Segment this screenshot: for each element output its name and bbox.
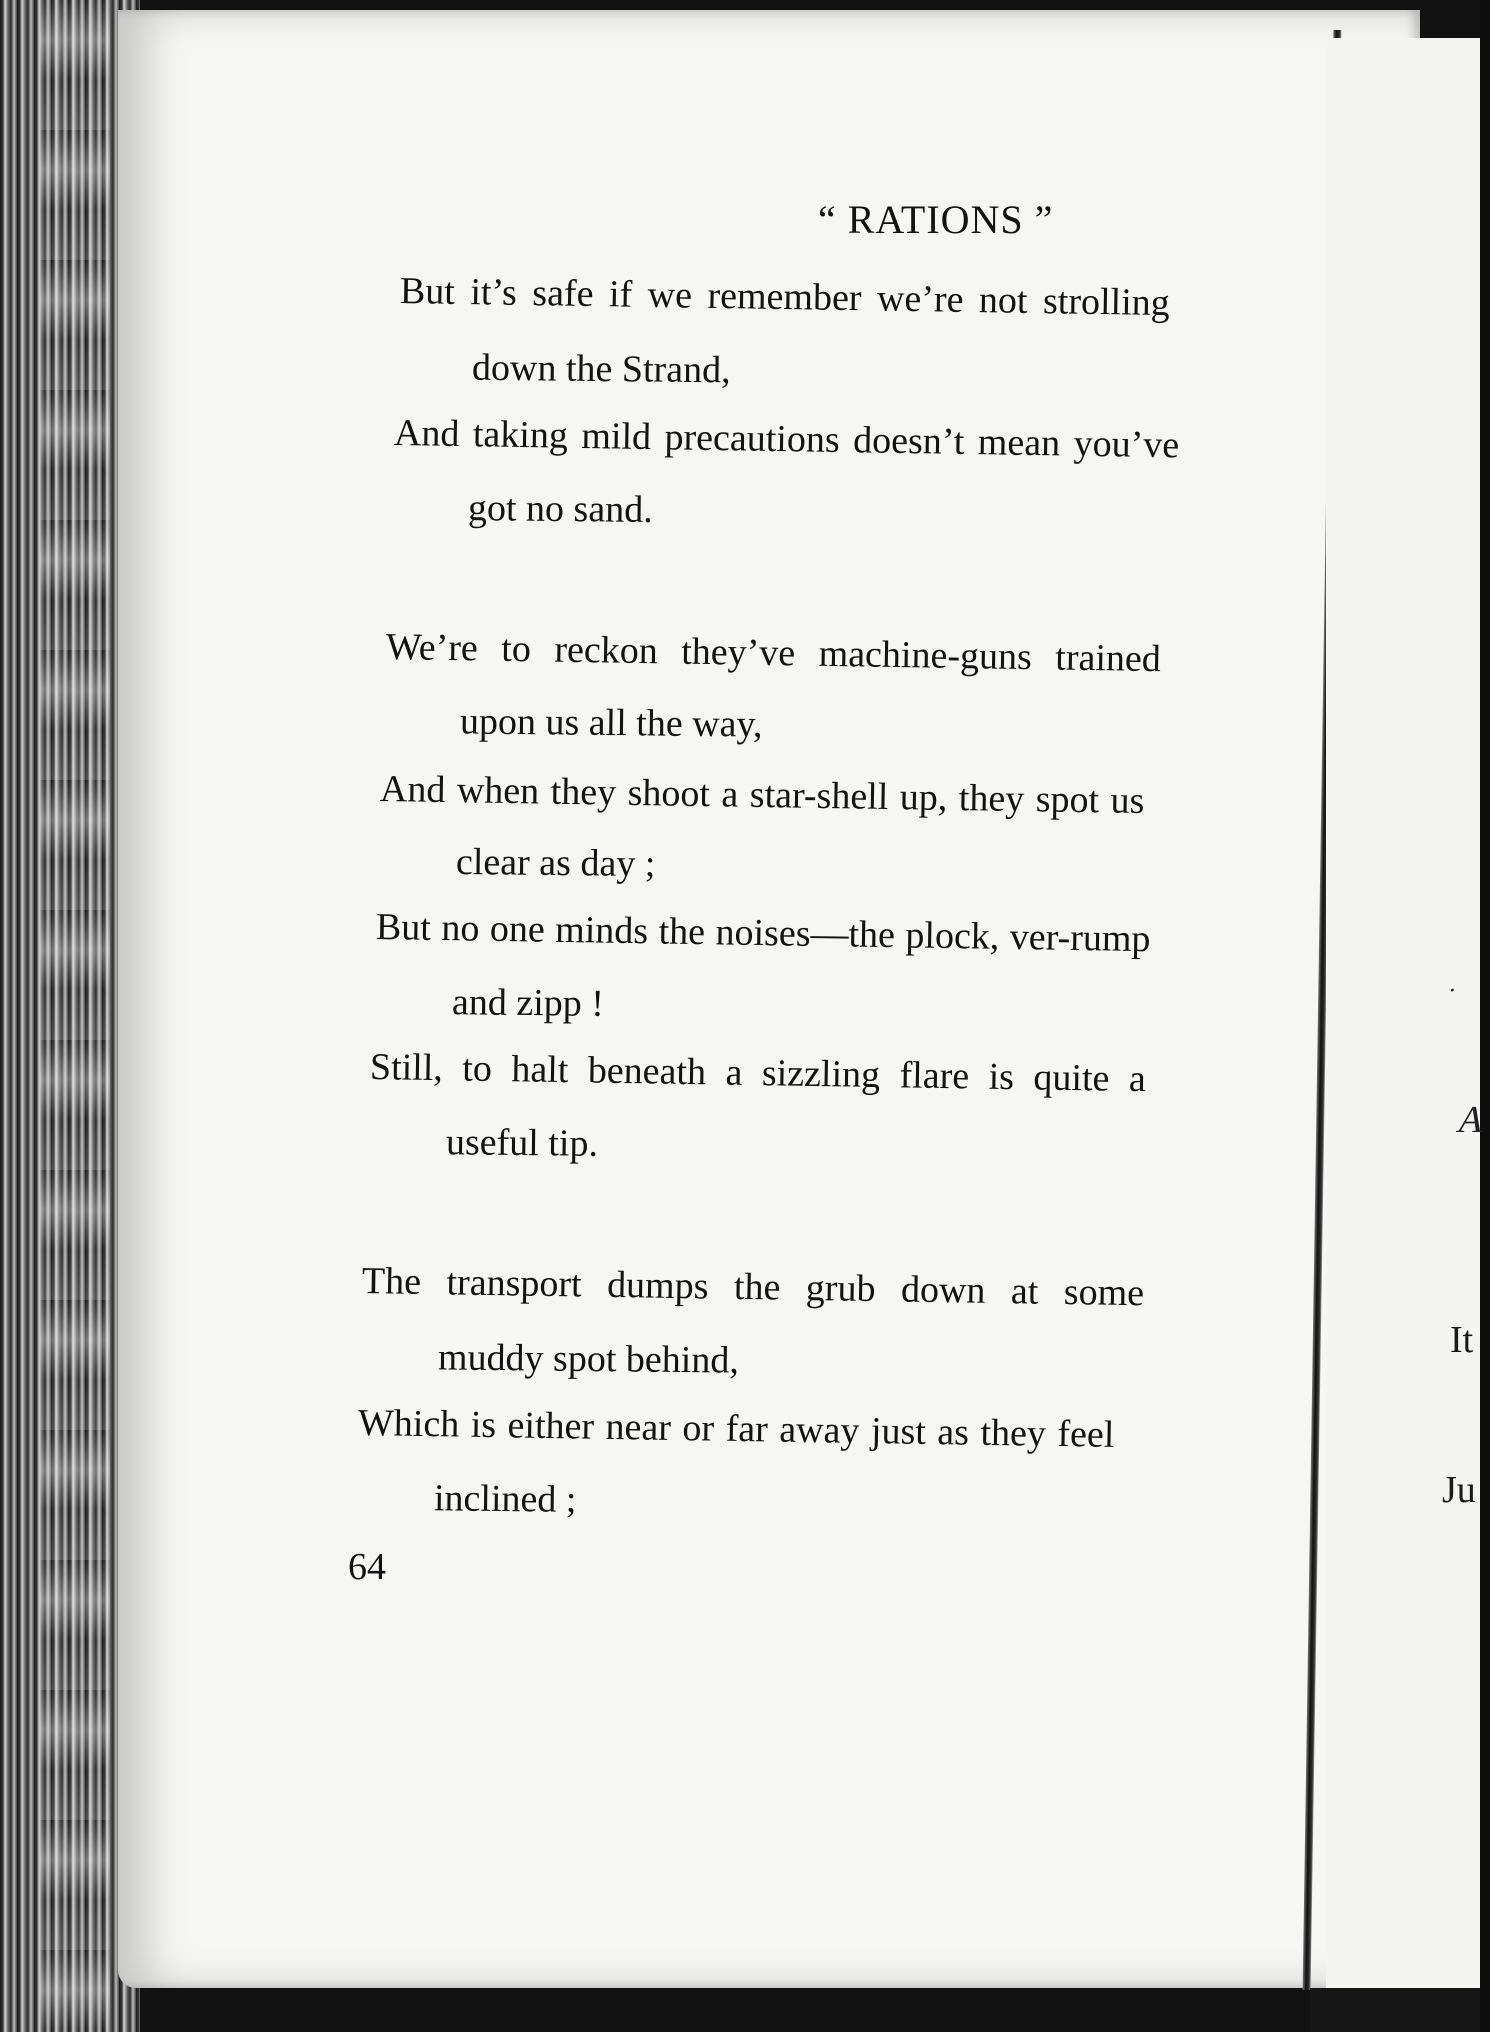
- verse-continuation: upon us all the way,: [459, 700, 763, 746]
- verse-continuation: clear as day ;: [455, 840, 656, 886]
- facing-page-fragment: It: [1450, 1319, 1474, 1361]
- facing-page-fragment: Ju: [1442, 1469, 1476, 1511]
- verse-line: The transport dumps the grub down at some: [361, 1260, 1145, 1315]
- verse-line: We’re to reckon they’ve machine-guns trained: [385, 626, 1162, 681]
- verse-line: And taking mild precautions doesn’t mean you’ve: [393, 412, 1180, 467]
- spine-wear: [40, 0, 110, 2032]
- facing-page-glyph: A: [1453, 1099, 1490, 1141]
- page-content: [118, 10, 1420, 1988]
- verse-line: But it’s safe if we remember we’re not strolling: [399, 270, 1171, 325]
- running-head: “ RATIONS ”: [818, 197, 1054, 242]
- verse-line: But no one minds the noises—the plock, ver-rump: [375, 906, 1151, 961]
- verse-line: Which is either near or far away just as they feel: [357, 1402, 1115, 1456]
- facing-page: [1326, 38, 1490, 1988]
- verse-line: Still, to halt beneath a sizzling flare is quite a: [369, 1046, 1147, 1101]
- book-bottom-edge: [1310, 1988, 1480, 2032]
- verse-line: And when they shoot a star-shell up, they spot us: [379, 768, 1145, 823]
- verse-continuation: useful tip.: [445, 1121, 599, 1165]
- verse-continuation: muddy spot behind,: [437, 1336, 740, 1382]
- book-page: [118, 10, 1420, 1988]
- facing-page-glyph: ·: [1445, 978, 1459, 1004]
- verse-continuation: got no sand.: [467, 487, 653, 531]
- verse-continuation: inclined ;: [433, 1477, 577, 1521]
- verse-continuation: and zipp !: [451, 981, 605, 1025]
- page-number: 64: [348, 1546, 386, 1588]
- verse-continuation: down the Strand,: [471, 346, 731, 392]
